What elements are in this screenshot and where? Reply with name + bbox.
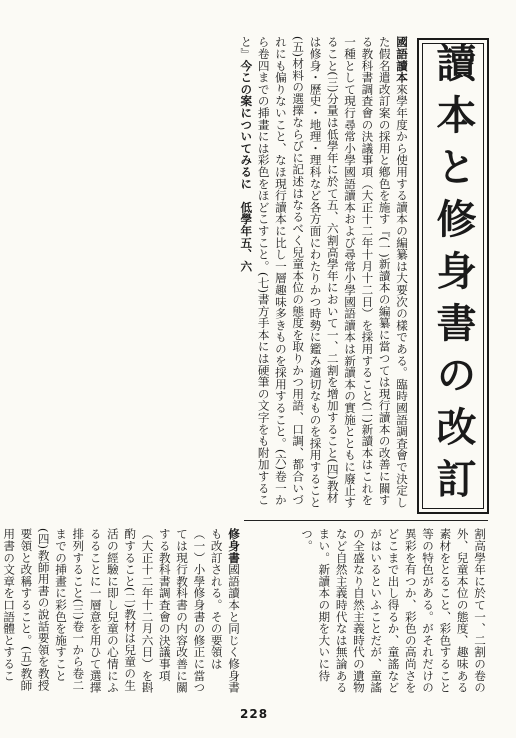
reader-closing-text: 今この案についてみるに 低學年五、六 <box>239 59 254 273</box>
section-heading-ethics: 修身書 <box>227 528 241 564</box>
continuation-block <box>248 528 488 696</box>
continuation-text: 割高學年に於て一、二割の卷の外、兒童本位の態度、趣味ある素材をとること、彩色すること等の特色がある。がそれだけの異彩を有つか、彩色の高尚さをどこまで出し得るか、童謠などがはいるといふことだが、童謠の全盛なり自然主義時代の遺物など自然主義時代なは無論あるまい。新讀本の期を大いに待つ。 <box>300 528 487 694</box>
page-number: 228 <box>240 707 269 721</box>
article-reader-section <box>60 36 410 512</box>
section-divider <box>244 520 488 521</box>
title-frame <box>417 38 489 514</box>
section-heading-reader: 國語讀本 <box>395 36 409 84</box>
ethics-body-text: 國語讀本と同じく修身書も改訂される。その要領は（一）小學修身書の修正に當つては現行教科書の内容改善に關する教科書調査會の決議事項（大正十二年十二月六日）を斟酌すること(二)教材は兒童の生活の經驗に即し兒童の心情にふるることに一層意を用ひて選擇排列すること(三)卷一から卷二までの挿畫に彩色を施すこと(四)教師用書の說話要領を教授要領と改稱すること。(五)教師用書の文章を口語體とするこ <box>2 528 241 694</box>
ethics-block <box>2 528 242 696</box>
reader-body-text: 來學年度から使用する讀本の編纂は大要次の樣である。臨時國語調査會で決定した假名遣改訂案の採用と鄕色を施す『(一)新讀本の編纂に當つては現行讀本の改善に關する教科書調査會の決議事項（大正十二年十月十二日）を採用すること(二)新讀本はこれを一種として現行尋常小學國語讀本および尋常小學國語讀本は新讀本の實施とともに廢止すること(三)分量は低學年に於て五、六割高學年において一、二割を增加すること(四)教材は修身・歷史・地理・理科など各方面にわたりかつ時勢に鑑み適切なものを採用すること(五)材料の選擇ならびに記述はなるべく兒童本位の態度を取りかつ用語、口調、都合いづれにも偏りないこと、なほ現行讀本に比し一層趣味多きものを採用すること。(六)卷一から卷四までの挿畫には彩色をほどこすこと。(七)書方手本には硬筆の文字をも附加すること』 <box>239 36 409 509</box>
page-title: 讀本と修身書の改訂 <box>430 42 476 510</box>
